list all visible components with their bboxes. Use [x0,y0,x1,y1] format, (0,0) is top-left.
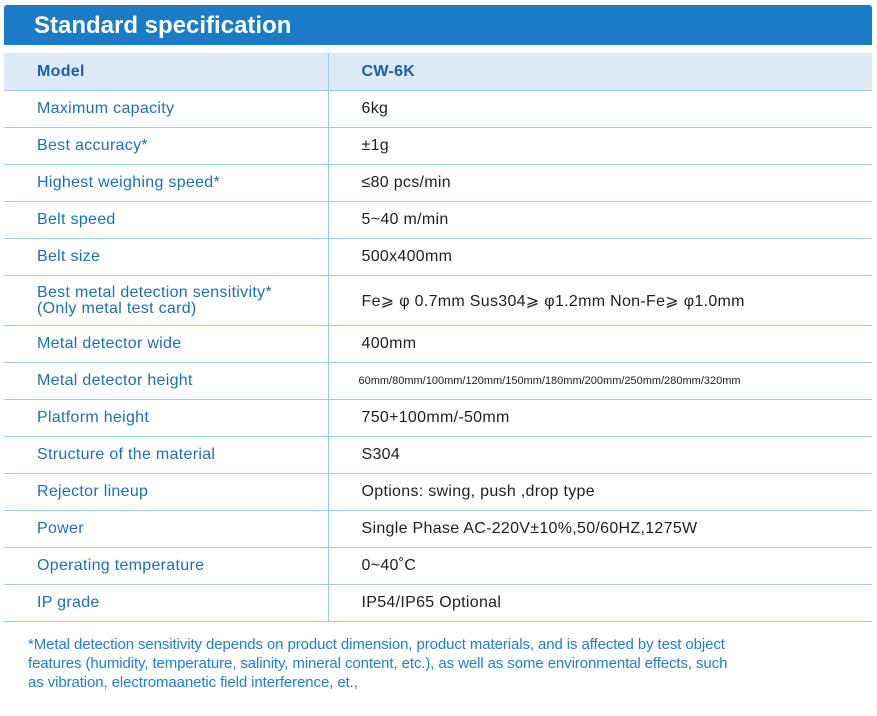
spec-key: Belt size [4,239,328,276]
table-row [4,239,872,276]
table-row [4,437,872,474]
spec-key: Belt speed [4,202,328,239]
table-row [4,511,872,548]
spec-key: IP grade [4,585,328,622]
table-row [4,128,872,165]
footnote-line: features (humidity, temperature, salinity, mineral content, etc.), as well as some environmental effects, such [28,655,728,672]
spec-value: ≤80 pcs/min [328,165,872,202]
spec-value: 0~40˚C [328,548,872,585]
spec-value: 6kg [328,91,872,128]
spec-key: Metal detector height [4,363,328,400]
spec-value: S304 [328,437,872,474]
table-row [4,585,872,622]
spec-value: ±1g [328,128,872,165]
spec-key: Operating temperature [4,548,328,585]
spec-key: Power [4,511,328,548]
spec-key-subline: (Only metal test card) [37,299,197,317]
spec-value: Single Phase AC-220V±10%,50/60HZ,1275W [328,511,872,548]
table-row [4,548,872,585]
table-row [4,474,872,511]
spec-value: IP54/IP65 Optional [328,585,872,622]
spec-key-line: Best metal detection sensitivity* [37,283,272,301]
spec-key: Highest weighing speed* [4,165,328,202]
table-row [4,91,872,128]
header-value-cell: CW-6K [328,53,872,91]
table-header-row [4,53,872,91]
spec-key: Best accuracy* [4,128,328,165]
spec-value: 400mm [328,326,872,363]
spec-value: 500x400mm [328,239,872,276]
spec-key: Maximum capacity [4,91,328,128]
table-row [4,326,872,363]
spec-key [4,276,328,326]
spec-value: 5~40 m/min [328,202,872,239]
spec-key: Metal detector wide [4,326,328,363]
table-row [4,363,872,400]
spec-value: Options: swing, push ,drop type [328,474,872,511]
spec-value: Fe⩾ φ 0.7mm Sus304⩾ φ1.2mm Non-Fe⩾ φ1.0mm [328,276,872,326]
table-row [4,276,872,326]
spec-key: Rejector lineup [4,474,328,511]
spec-value: 60mm/80mm/100mm/120mm/150mm/180mm/200mm/250mm/280mm/320mm [328,363,872,400]
footnote-line: *Metal detection sensitivity depends on product dimension, product materials, and is affected by test object [28,636,725,653]
footnote-line: as vibration, electromaanetic field interference, et., [28,674,358,691]
spec-key: Structure of the material [4,437,328,474]
spec-table [4,53,872,622]
table-row [4,202,872,239]
footnote [28,635,876,692]
page-title: Standard specification [34,12,292,39]
header-key-cell: Model [4,53,328,91]
spec-value: 750+100mm/-50mm [328,400,872,437]
spec-key: Platform height [4,400,328,437]
table-row [4,400,872,437]
table-row [4,165,872,202]
spec-header-bar [4,5,872,45]
